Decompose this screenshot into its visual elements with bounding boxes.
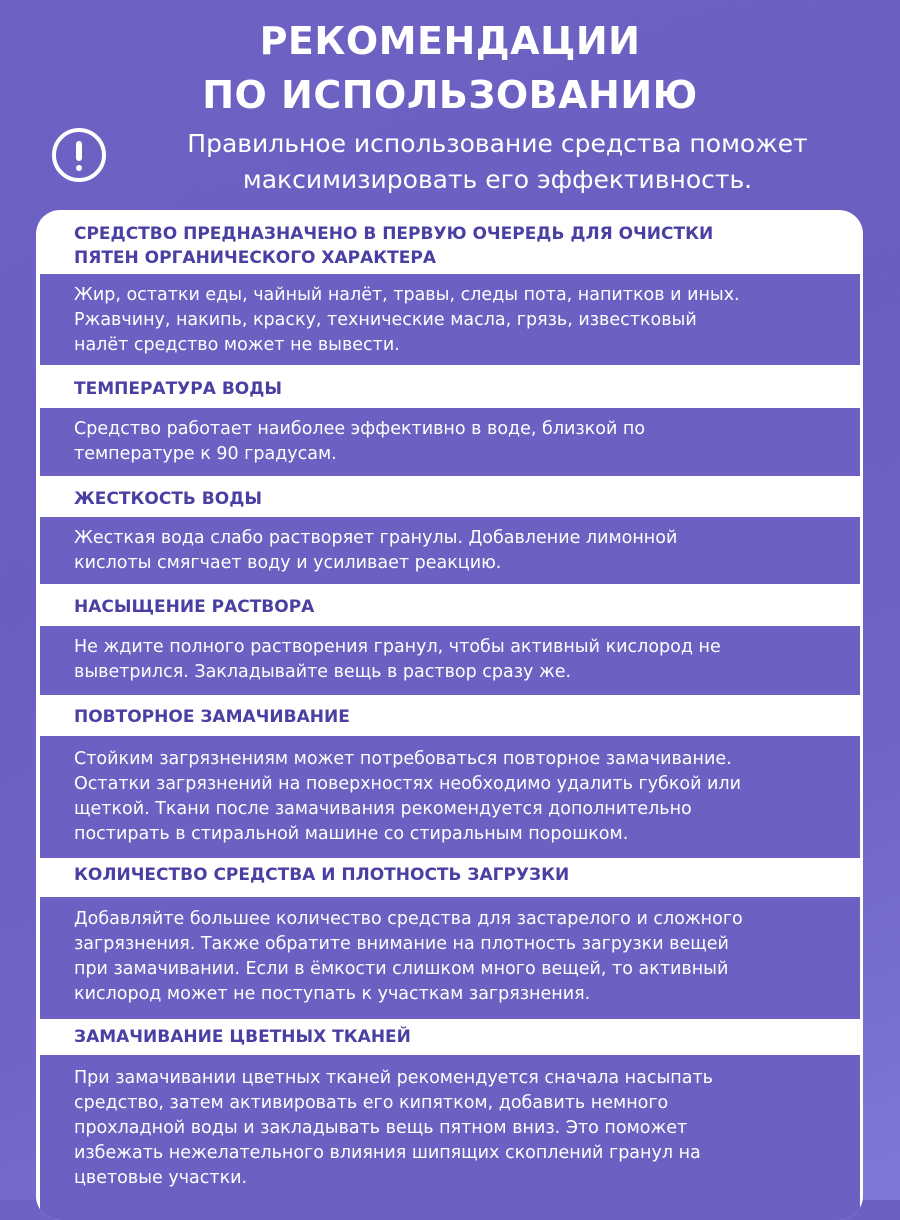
intro-text: [125, 126, 870, 198]
section-body: Добавляйте большее количество средства для застарелого и сложного загрязнения. Также обратите внимание на плотность загрузки вещей при замачивании. Если в ёмкости слишком много вещей, то активный кислород может не поступать к участкам загрязнения.: [40, 897, 860, 1019]
section-heading: ПОВТОРНОЕ ЗАМАЧИВАНИЕ: [74, 707, 350, 727]
section-heading: ЗАМАЧИВАНИЕ ЦВЕТНЫХ ТКАНЕЙ: [74, 1027, 411, 1047]
section-heading: КОЛИЧЕСТВО СРЕДСТВА И ПЛОТНОСТЬ ЗАГРУЗКИ: [74, 865, 570, 885]
section-body: Жир, остатки еды, чайный налёт, травы, следы пота, напитков и иных. Ржавчину, накипь, краску, технические масла, грязь, известковый налёт средство может не вывести.: [40, 274, 860, 365]
exclamation-circle-icon: [52, 128, 106, 182]
recommendations-card: [36, 210, 863, 1220]
section-heading: ЖЕСТКОСТЬ ВОДЫ: [74, 489, 262, 509]
section-heading: НАСЫЩЕНИЕ РАСТВОРА: [74, 597, 315, 617]
section-body: Жесткая вода слабо растворяет гранулы. Добавление лимонной кислоты смягчает воду и усиливает реакцию.: [40, 517, 860, 584]
section-heading: ТЕМПЕРАТУРА ВОДЫ: [74, 379, 282, 399]
section-body: При замачивании цветных тканей рекомендуется сначала насыпать средство, затем активировать его кипятком, добавить немного прохладной воды и закладывать вещь пятном вниз. Это поможет избежать нежелательного влияния шипящих скоплений гранул на цветовые участки.: [40, 1055, 860, 1220]
section-body: Не ждите полного растворения гранул, чтобы активный кислород не выветрился. Закладывайте вещь в раствор сразу же.: [40, 626, 860, 695]
page-title-line-2: ПО ИСПОЛЬЗОВАНИЮ: [202, 73, 698, 117]
intro-line-2: максимизировать его эффективность.: [242, 165, 753, 194]
section-heading: СРЕДСТВО ПРЕДНАЗНАЧЕНО В ПЕРВУЮ ОЧЕРЕДЬ ДЛЯ ОЧИСТКИ ПЯТЕН ОРГАНИЧЕСКОГО ХАРАКТЕРА: [74, 224, 714, 268]
page-title-line-1: РЕКОМЕНДАЦИИ: [259, 19, 641, 63]
section-body: Средство работает наиболее эффективно в воде, близкой по температуре к 90 градусам.: [40, 408, 860, 476]
page-title: [0, 14, 900, 122]
section-body: Стойким загрязнениям может потребоваться повторное замачивание. Остатки загрязнений на поверхностях необходимо удалить губкой или щеткой. Ткани после замачивания рекомендуется дополнительно постирать в стиральной машине со стиральным порошком.: [40, 736, 860, 858]
intro-line-1: Правильное использование средства поможет: [187, 129, 808, 158]
